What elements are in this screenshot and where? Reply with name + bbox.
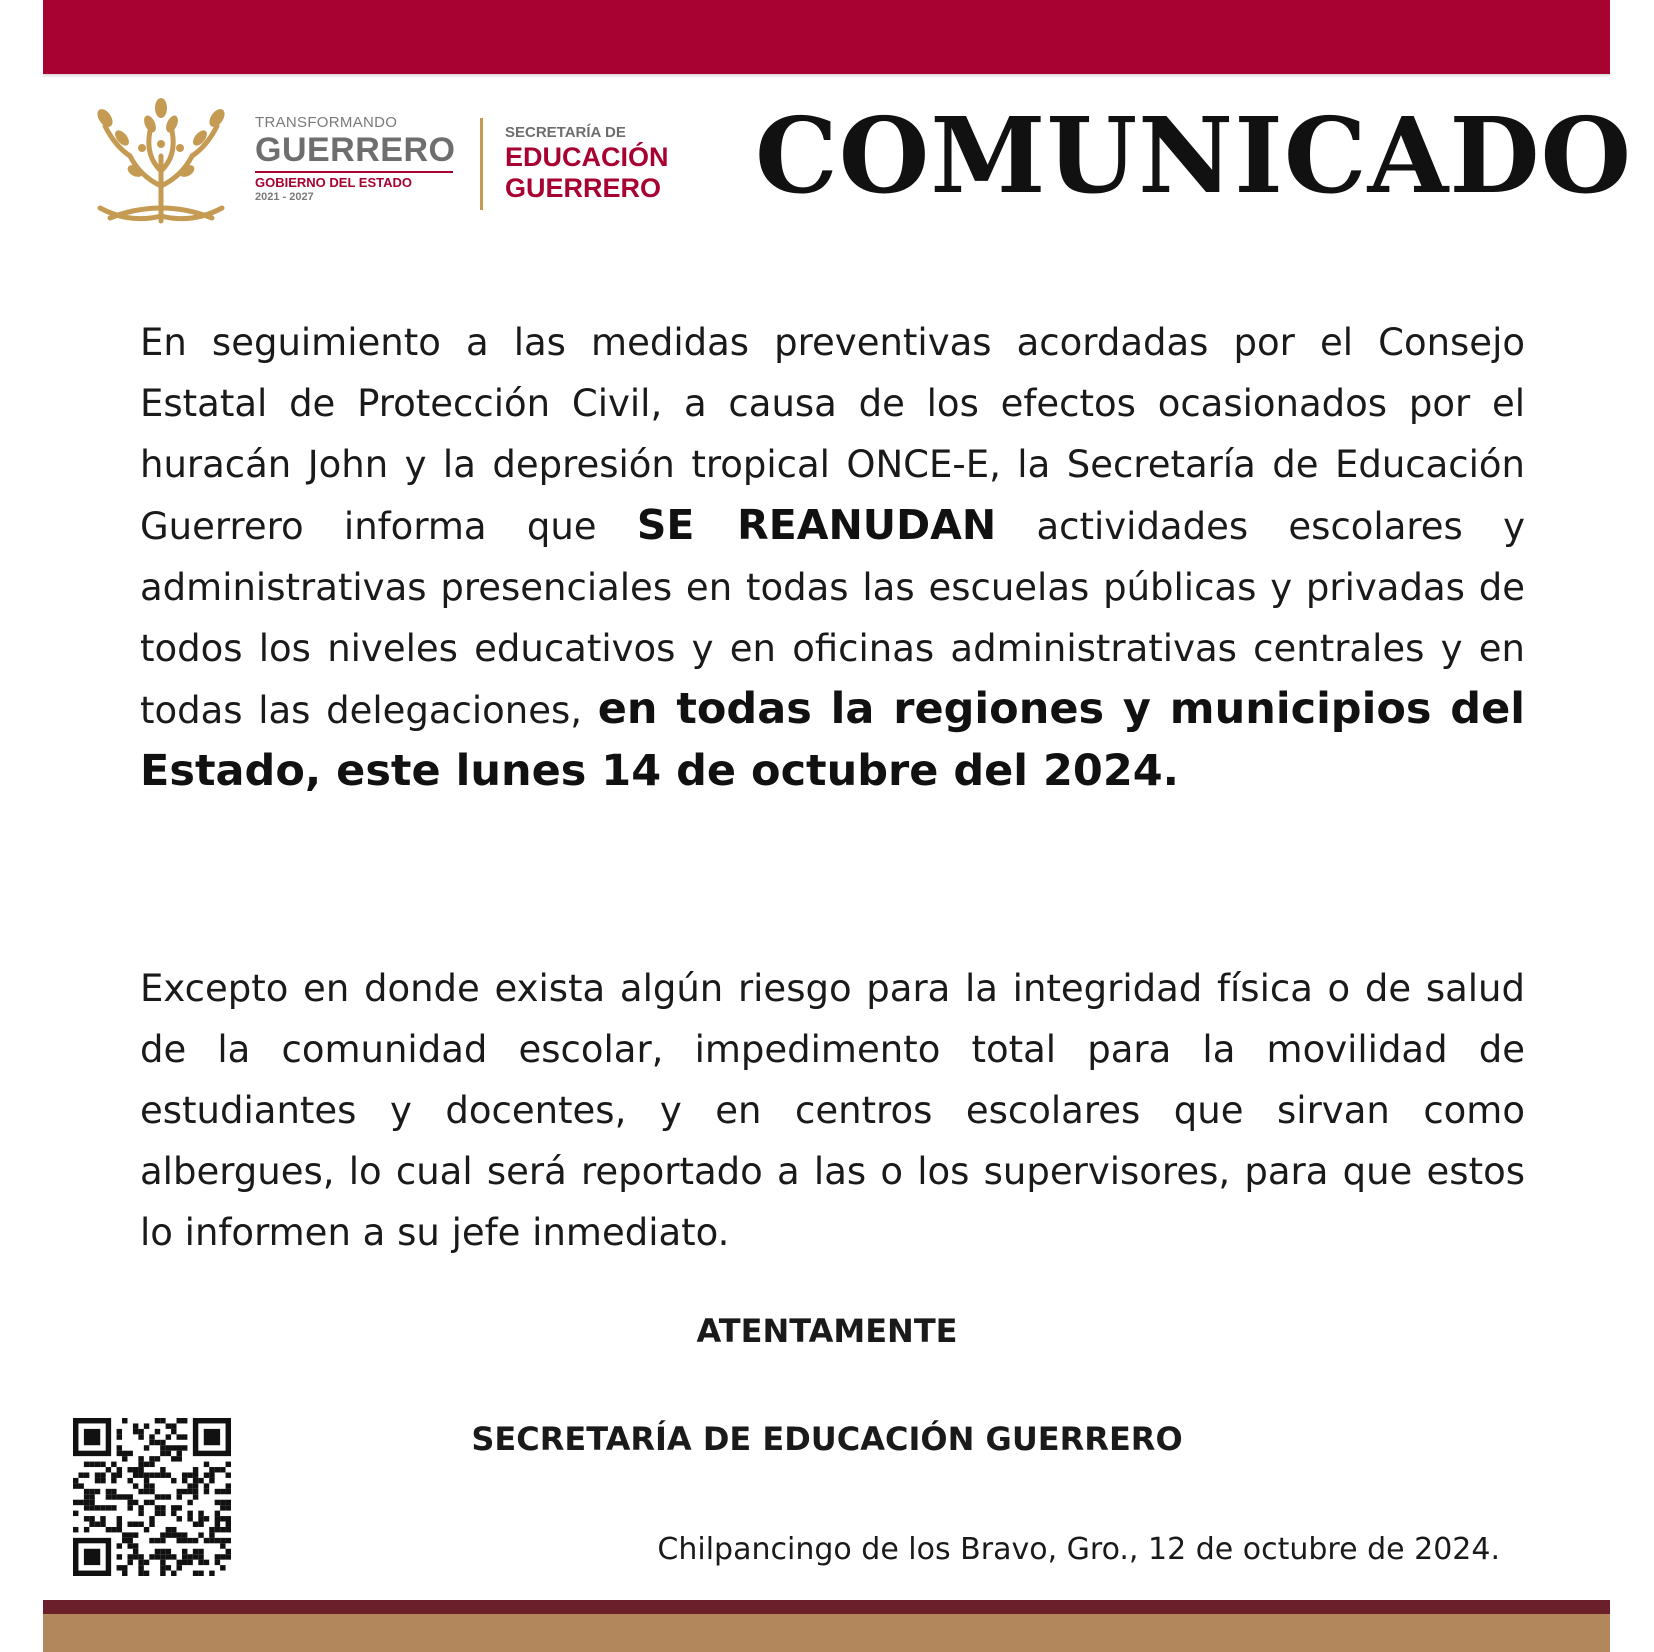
paragraph-exceptions: Excepto en donde exista algún riesgo para la integridad física o de salud de la comunidad escolar, impedimento total para la movilidad de estudiantes y docentes, y en centros escolares que sirvan como albergues, lo cual será reportado a las o los supervisores, para que estos lo informen a su jefe inmediato. [140,967,1525,1254]
resume-date-statement: en todas la regiones y municipios del Estado, este lunes 14 de octubre del 2024. [140,684,1525,796]
paragraph-main [140,312,1525,803]
secretaria-prefix: SECRETARÍA DE [505,124,626,141]
tree-emblem-icon [90,96,232,226]
salutation: ATENTAMENTE [696,1312,958,1350]
bottom-bar-dark [43,1600,1610,1614]
signer: SECRETARÍA DE EDUCACIÓN GUERRERO [471,1420,1183,1458]
qr-code-icon[interactable] [73,1418,231,1576]
top-color-bar [43,0,1610,74]
bottom-bar-gold [43,1614,1610,1652]
paragraph-main-intro: En seguimiento a las medidas preventivas acordadas por el Consejo Estatal de Protección Civil, a causa de los efectos ocasionados por el huracán John y la depresión tropical ONCE-E, la Secretaría de Educación Guerrero informa que [140,321,1525,548]
resume-announcement: SE REANUDAN [636,501,997,549]
government-logo [255,114,465,204]
paragraph-main-scope: actividades escolares y administrativas presenciales en todas las escuelas públicas y privadas de todos los niveles educativos y en oficinas administrativas centrales y en todas las delegaciones, [140,505,1525,732]
letterhead [90,92,1633,232]
top-bar-shadow [43,74,1610,78]
gov-tagline: TRANSFORMANDO [255,114,398,131]
document-title: COMUNICADO [755,94,1633,217]
secretaria-line2: GUERRERO [505,173,662,203]
gov-state-name: GUERRERO [255,131,456,169]
secretaria-logo [505,124,705,204]
logo-divider [480,118,483,210]
gov-subtitle: GOBIERNO DEL ESTADO [255,171,453,190]
place-and-date: Chilpancingo de los Bravo, Gro., 12 de octubre de 2024. [657,1532,1500,1567]
secretaria-line1: EDUCACIÓN [505,142,669,172]
gov-years: 2021 - 2027 [255,191,314,203]
